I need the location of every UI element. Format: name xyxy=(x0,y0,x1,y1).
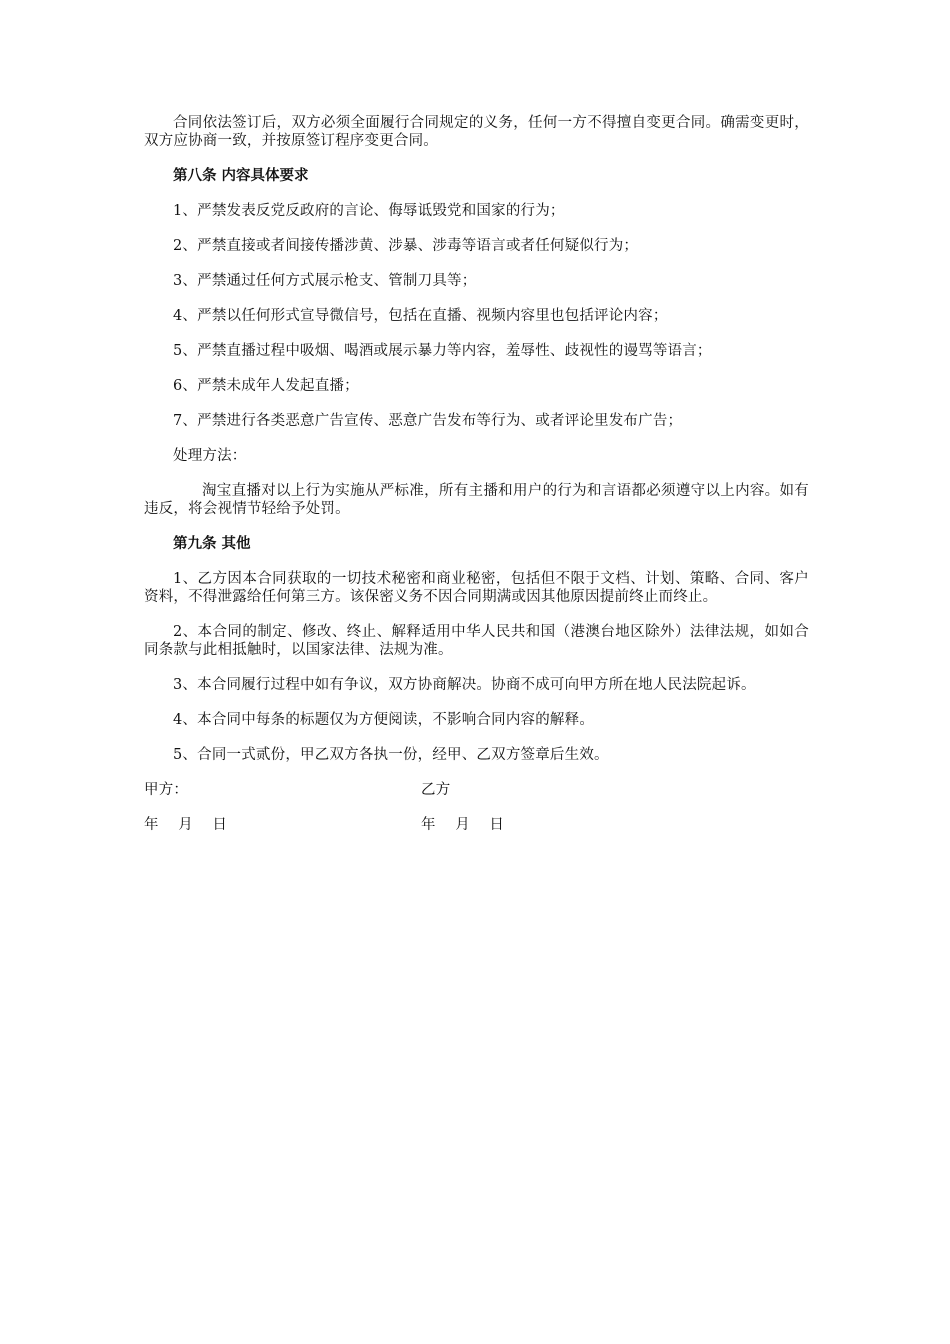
signature-row xyxy=(144,781,809,799)
article-9-item-1: 1、乙方因本合同获取的一切技术秘密和商业秘密，包括但不限于文档、计划、策略、合同、客户资料，不得泄露给任何第三方。该保密义务不因合同期满或因其他原因提前终止而终止。 xyxy=(144,571,809,605)
date-row xyxy=(144,816,809,834)
party-b-date: 年 月 日 xyxy=(421,817,505,833)
article-8-item-6: 6、严禁未成年人发起直播； xyxy=(173,378,359,394)
article-8-item-7: 7、严禁进行各类恶意广告宣传、恶意广告发布等行为、或者评论里发布广告； xyxy=(173,413,683,429)
article-9-item-4: 4、本合同中每条的标题仅为方便阅读，不影响合同内容的解释。 xyxy=(173,712,595,728)
article-8-item-1: 1、严禁发表反党反政府的言论、侮辱诋毁党和国家的行为； xyxy=(173,203,565,219)
article-8-item-4: 4、严禁以任何形式宣导微信号，包括在直播、视频内容里也包括评论内容； xyxy=(173,308,668,324)
article-8-item-2: 2、严禁直接或者间接传播涉黄、涉暴、涉毒等语言或者任何疑似行为； xyxy=(173,238,639,254)
article-9-item-2: 2、本合同的制定、修改、终止、解释适用中华人民共和国（港澳台地区除外）法律法规，如如合同条款与此相抵触时，以国家法律、法规为准。 xyxy=(144,624,809,658)
document-body xyxy=(144,114,809,834)
party-a-label: 甲方： xyxy=(144,782,189,798)
article-9-heading: 第九条 其他 xyxy=(173,536,251,552)
party-a-date: 年 月 日 xyxy=(144,817,228,833)
handling-label: 处理方法： xyxy=(173,448,247,464)
article-8-item-3: 3、严禁通过任何方式展示枪支、管制刀具等； xyxy=(173,273,477,289)
party-b-label: 乙方 xyxy=(421,782,451,798)
article-8-heading: 第八条 内容具体要求 xyxy=(173,168,309,184)
intro-paragraph: 合同依法签订后，双方必须全面履行合同规定的义务，任何一方不得擅自变更合同。确需变更时，双方应协商一致，并按原签订程序变更合同。 xyxy=(144,115,809,149)
article-8-item-5: 5、严禁直播过程中吸烟、喝酒或展示暴力等内容，羞辱性、歧视性的谩骂等语言； xyxy=(173,343,712,359)
article-9-item-3: 3、本合同履行过程中如有争议，双方协商解决。协商不成可向甲方所在地人民法院起诉。 xyxy=(173,677,756,693)
article-9-item-5: 5、合同一式贰份，甲乙双方各执一份，经甲、乙双方签章后生效。 xyxy=(173,747,609,763)
handling-text: 淘宝直播对以上行为实施从严标准，所有主播和用户的行为和言语都必须遵守以上内容。如有违反，将会视情节轻给予处罚。 xyxy=(144,483,809,517)
